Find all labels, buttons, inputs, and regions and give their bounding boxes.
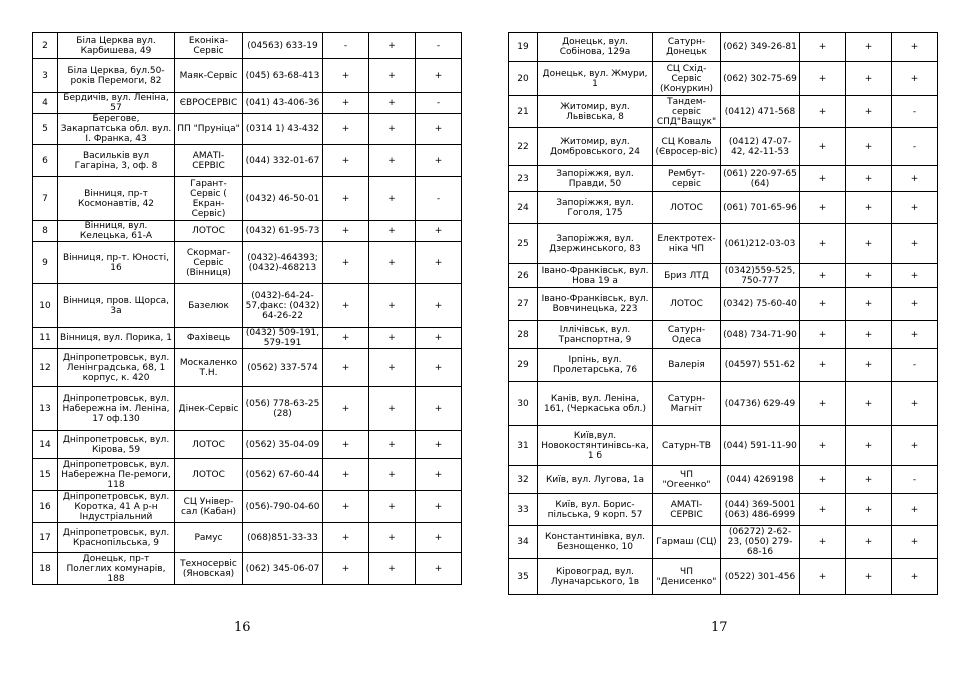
mark-2-cell: + (369, 242, 416, 284)
mark-3-cell: + (416, 328, 462, 349)
mark-3-cell: + (416, 59, 462, 93)
service-center-cell: Валерія (653, 349, 721, 382)
city-address-cell: Житомир, вул. Домбровського, 24 (538, 128, 653, 166)
phone-cell: (068)851-33-33 (243, 523, 323, 553)
city-address-cell: Біла Церква вул. Карбишева, 49 (58, 33, 175, 59)
row-number-cell: 19 (509, 33, 538, 62)
table-row (509, 349, 938, 382)
phone-cell: (0562) 337-574 (243, 349, 323, 387)
mark-1-cell: + (800, 288, 846, 321)
phone-cell: (044) 4269198 (721, 466, 800, 494)
table-row (33, 284, 462, 328)
service-center-cell: Рембут-сервіс (653, 166, 721, 192)
city-address-cell: Київ,вул. Новокостянтинівсь-ка, 1 б (538, 426, 653, 466)
service-center-cell: Сатурн-Магніт (653, 382, 721, 426)
table-row (33, 59, 462, 93)
row-number-cell: 26 (509, 264, 538, 288)
phone-cell: (061) 220-97-65 (64) (721, 166, 800, 192)
city-address-cell: Вінниця, вул. Порика, 1 (58, 328, 175, 349)
row-number-cell: 12 (33, 349, 58, 387)
mark-2-cell: + (846, 224, 892, 264)
city-address-cell: Васильків вул Гагаріна, 3, оф. 8 (58, 145, 175, 177)
city-address-cell: Іллічівськ, вул. Транспортна, 9 (538, 321, 653, 349)
mark-2-cell: + (846, 349, 892, 382)
table-row (509, 559, 938, 595)
mark-3-cell: + (892, 382, 938, 426)
mark-3-cell: + (416, 491, 462, 523)
phone-cell: (0562) 35-04-09 (243, 431, 323, 459)
city-address-cell: Вінниця, пр-т Космонавтів, 42 (58, 177, 175, 221)
table-row (33, 177, 462, 221)
table-row (509, 96, 938, 128)
service-center-cell: ЛОТОС (175, 221, 243, 242)
service-center-cell: Фахівець (175, 328, 243, 349)
row-number-cell: 23 (509, 166, 538, 192)
city-address-cell: Київ, вул. Борис-пільська, 9 корп. 57 (538, 494, 653, 526)
table-row (33, 221, 462, 242)
mark-1-cell: + (800, 128, 846, 166)
mark-3-cell: + (892, 264, 938, 288)
phone-cell: (048) 734-71-90 (721, 321, 800, 349)
service-center-cell: Рамус (175, 523, 243, 553)
mark-1-cell: + (323, 431, 369, 459)
mark-2-cell: + (846, 526, 892, 559)
city-address-cell: Вінниця, пр-т. Юності, 16 (58, 242, 175, 284)
mark-1-cell: + (323, 349, 369, 387)
table-row (509, 288, 938, 321)
row-number-cell: 11 (33, 328, 58, 349)
page-number-left: 16 (234, 620, 251, 635)
city-address-cell: Дніпропетровськ, вул. Набережна ім. Леніна, 17 оф.130 (58, 387, 175, 431)
city-address-cell: Запоріжжя, вул. Гоголя, 175 (538, 192, 653, 224)
mark-2-cell: + (369, 553, 416, 585)
service-center-cell: Електротех-ніка ЧП (653, 224, 721, 264)
phone-cell: (044) 369-5001 (063) 486-6999 (721, 494, 800, 526)
city-address-cell: Запоріжжя, вул. Дзержинського, 83 (538, 224, 653, 264)
mark-2-cell: + (846, 466, 892, 494)
service-center-cell: ПП "Пруніца" (175, 114, 243, 145)
phone-cell: (044) 591-11-90 (721, 426, 800, 466)
mark-1-cell: + (323, 59, 369, 93)
city-address-cell: Кіровоград, вул. Луначарського, 1в (538, 559, 653, 595)
mark-2-cell: + (369, 349, 416, 387)
phone-cell: (062) 302-75-69 (721, 62, 800, 96)
mark-2-cell: + (369, 177, 416, 221)
city-address-cell: Донецьк, вул. Собінова, 129а (538, 33, 653, 62)
row-number-cell: 2 (33, 33, 58, 59)
row-number-cell: 3 (33, 59, 58, 93)
mark-2-cell: + (846, 288, 892, 321)
row-number-cell: 31 (509, 426, 538, 466)
mark-1-cell: + (800, 224, 846, 264)
mark-1-cell: + (800, 494, 846, 526)
mark-1-cell: + (800, 321, 846, 349)
mark-1-cell: + (800, 559, 846, 595)
table-row (33, 33, 462, 59)
row-number-cell: 32 (509, 466, 538, 494)
mark-2-cell: + (846, 96, 892, 128)
mark-1-cell: + (800, 192, 846, 224)
mark-2-cell: + (846, 321, 892, 349)
mark-3-cell: + (892, 426, 938, 466)
mark-1-cell: + (323, 114, 369, 145)
phone-cell: (04597) 551-62 (721, 349, 800, 382)
service-center-cell: Еконіка-Сервіс (175, 33, 243, 59)
city-address-cell: Берегове, Закарпатська обл. вул. І. Франка, 43 (58, 114, 175, 145)
phone-cell: (0342)559-525, 750-777 (721, 264, 800, 288)
service-center-cell: Скормаг-Сервіс (Вінниця) (175, 242, 243, 284)
city-address-cell: Київ, вул. Лугова, 1а (538, 466, 653, 494)
row-number-cell: 25 (509, 224, 538, 264)
mark-3-cell: + (892, 192, 938, 224)
mark-2-cell: + (369, 114, 416, 145)
city-address-cell: Бердичів, вул. Леніна, 57 (58, 93, 175, 114)
mark-2-cell: + (369, 93, 416, 114)
table-row (33, 328, 462, 349)
service-center-cell: Москаленко Т.Н. (175, 349, 243, 387)
table-row (509, 494, 938, 526)
mark-1-cell: + (323, 459, 369, 491)
table-row (33, 349, 462, 387)
phone-cell: (0432) 46-50-01 (243, 177, 323, 221)
mark-1-cell: + (800, 264, 846, 288)
mark-1-cell: + (800, 426, 846, 466)
row-number-cell: 30 (509, 382, 538, 426)
phone-cell: (0342) 75-60-40 (721, 288, 800, 321)
row-number-cell: 33 (509, 494, 538, 526)
mark-2-cell: + (369, 459, 416, 491)
mark-1-cell: + (323, 553, 369, 585)
mark-1-cell: + (800, 466, 846, 494)
service-center-cell: ЧП "Огеенко" (653, 466, 721, 494)
service-center-cell: Сатурн-Донецьк (653, 33, 721, 62)
service-center-cell: АМАТІ-СЕРВІС (175, 145, 243, 177)
row-number-cell: 14 (33, 431, 58, 459)
service-center-cell: ЛОТОС (175, 431, 243, 459)
mark-3-cell: + (892, 526, 938, 559)
mark-1-cell: + (323, 387, 369, 431)
service-center-cell: Маяк-Сервіс (175, 59, 243, 93)
phone-cell: (0522) 301-456 (721, 559, 800, 595)
phone-cell: (0562) 67-60-44 (243, 459, 323, 491)
city-address-cell: Канів, вул. Леніна, 161, (Черкаська обл.) (538, 382, 653, 426)
service-center-cell: ЛОТОС (175, 459, 243, 491)
service-center-cell: СЦ Схід-Сервіс (Конуркин) (653, 62, 721, 96)
phone-cell: (056)-790-04-60 (243, 491, 323, 523)
mark-2-cell: + (369, 33, 416, 59)
phone-cell: (041) 43-406-36 (243, 93, 323, 114)
service-center-cell: СЦ Універ-сал (Кабан) (175, 491, 243, 523)
service-center-cell: Бриз ЛТД (653, 264, 721, 288)
mark-1-cell: + (323, 328, 369, 349)
service-centers-table-left (32, 32, 462, 585)
mark-2-cell: + (846, 166, 892, 192)
service-center-cell: АМАТІ-СЕРВІС (653, 494, 721, 526)
mark-1-cell: + (323, 284, 369, 328)
table-row (509, 382, 938, 426)
city-address-cell: Дніпропетровськ, вул. Набережна Пе-ремоги, 118 (58, 459, 175, 491)
phone-cell: (045) 63-68-413 (243, 59, 323, 93)
service-center-cell: СЦ Коваль (Євросер-віс) (653, 128, 721, 166)
mark-1-cell: + (800, 96, 846, 128)
row-number-cell: 5 (33, 114, 58, 145)
mark-3-cell: + (416, 459, 462, 491)
mark-3-cell: + (416, 387, 462, 431)
city-address-cell: Івано-Франківськ, вул. Вовчинецька, 223 (538, 288, 653, 321)
phone-cell: (04736) 629-49 (721, 382, 800, 426)
row-number-cell: 18 (33, 553, 58, 585)
table-row (509, 224, 938, 264)
mark-3-cell: + (416, 221, 462, 242)
row-number-cell: 8 (33, 221, 58, 242)
mark-3-cell: - (416, 177, 462, 221)
service-center-cell: ЛОТОС (653, 288, 721, 321)
mark-1-cell: + (800, 526, 846, 559)
table-row (33, 491, 462, 523)
mark-3-cell: - (892, 466, 938, 494)
mark-2-cell: + (846, 192, 892, 224)
mark-3-cell: + (416, 284, 462, 328)
table-row (509, 426, 938, 466)
table-row (33, 431, 462, 459)
row-number-cell: 17 (33, 523, 58, 553)
row-number-cell: 7 (33, 177, 58, 221)
mark-3-cell: + (892, 33, 938, 62)
table-row (33, 523, 462, 553)
mark-1-cell: + (800, 166, 846, 192)
phone-cell: (0432)-64-24-57,факс: (0432) 64-26-22 (243, 284, 323, 328)
row-number-cell: 16 (33, 491, 58, 523)
city-address-cell: Запоріжжя, вул. Правди, 50 (538, 166, 653, 192)
service-center-cell: Базелюк (175, 284, 243, 328)
page-16 (32, 32, 461, 585)
table-row (509, 128, 938, 166)
mark-1-cell: + (800, 382, 846, 426)
phone-cell: (0432) 509-191, 579-191 (243, 328, 323, 349)
city-address-cell: Івано-Франківськ, вул. Нова 19 а (538, 264, 653, 288)
mark-3-cell: - (416, 93, 462, 114)
row-number-cell: 4 (33, 93, 58, 114)
mark-2-cell: + (846, 426, 892, 466)
city-address-cell: Дніпропетровськ, вул. Краснопільська, 9 (58, 523, 175, 553)
row-number-cell: 20 (509, 62, 538, 96)
phone-cell: (0412) 47-07-42, 42-11-53 (721, 128, 800, 166)
mark-1-cell: + (323, 145, 369, 177)
mark-2-cell: + (846, 264, 892, 288)
phone-cell: (056) 778-63-25 (28) (243, 387, 323, 431)
table-row (33, 145, 462, 177)
mark-1-cell: + (323, 93, 369, 114)
mark-2-cell: + (369, 387, 416, 431)
phone-cell: (0432) 61-95-73 (243, 221, 323, 242)
mark-1-cell: + (323, 221, 369, 242)
row-number-cell: 21 (509, 96, 538, 128)
mark-2-cell: + (369, 59, 416, 93)
mark-1-cell: + (800, 349, 846, 382)
mark-3-cell: + (892, 559, 938, 595)
row-number-cell: 29 (509, 349, 538, 382)
mark-1-cell: + (323, 523, 369, 553)
mark-3-cell: - (416, 33, 462, 59)
table-row (33, 242, 462, 284)
service-center-cell: Гарант-Сервіс ( Екран-Сервіс) (175, 177, 243, 221)
city-address-cell: Дніпропетровськ, вул. Ленінградська, 68, 1 корпус, к. 420 (58, 349, 175, 387)
mark-1-cell: + (323, 242, 369, 284)
mark-3-cell: + (416, 431, 462, 459)
mark-3-cell: - (892, 349, 938, 382)
mark-2-cell: + (846, 382, 892, 426)
service-center-cell: Сатурн-Одеса (653, 321, 721, 349)
service-center-cell: Тандем-сервіс СПД"Ващук" (653, 96, 721, 128)
page-17 (508, 32, 937, 595)
table-row (509, 166, 938, 192)
mark-3-cell: + (416, 523, 462, 553)
row-number-cell: 9 (33, 242, 58, 284)
city-address-cell: Донецьк, пр-т Полеглих комунарів, 188 (58, 553, 175, 585)
row-number-cell: 10 (33, 284, 58, 328)
page-number-right: 17 (711, 620, 728, 635)
mark-2-cell: + (369, 145, 416, 177)
mark-1-cell: + (800, 62, 846, 96)
mark-1-cell: + (323, 177, 369, 221)
city-address-cell: Вінниця, вул. Келецька, 61-А (58, 221, 175, 242)
mark-3-cell: + (892, 62, 938, 96)
mark-3-cell: + (416, 349, 462, 387)
mark-3-cell: + (416, 114, 462, 145)
mark-2-cell: + (846, 128, 892, 166)
city-address-cell: Біла Церква, бул.50- років Перемоги, 82 (58, 59, 175, 93)
phone-cell: (044) 332-01-67 (243, 145, 323, 177)
mark-3-cell: - (892, 96, 938, 128)
mark-3-cell: + (892, 288, 938, 321)
mark-2-cell: + (846, 62, 892, 96)
mark-2-cell: + (369, 431, 416, 459)
mark-1-cell: + (800, 33, 846, 62)
service-center-cell: Гармаш (СЦ) (653, 526, 721, 559)
row-number-cell: 34 (509, 526, 538, 559)
phone-cell: (0432)-464393; (0432)-468213 (243, 242, 323, 284)
table-row (33, 114, 462, 145)
mark-2-cell: + (369, 523, 416, 553)
city-address-cell: Донецьк, вул. Жмури, 1 (538, 62, 653, 96)
mark-2-cell: + (369, 491, 416, 523)
service-center-cell: ЧП "Денисенко" (653, 559, 721, 595)
phone-cell: (0314 1) 43-432 (243, 114, 323, 145)
table-row (509, 62, 938, 96)
city-address-cell: Константинівка, вул. Безнощенко, 10 (538, 526, 653, 559)
row-number-cell: 15 (33, 459, 58, 491)
city-address-cell: Ірпінь, вул. Пролетарська, 76 (538, 349, 653, 382)
service-center-cell: Дінек-Сервіс (175, 387, 243, 431)
phone-cell: (06272) 2-62-23, (050) 279-68-16 (721, 526, 800, 559)
mark-2-cell: + (369, 221, 416, 242)
service-center-cell: ЄВРОСЕРВІС (175, 93, 243, 114)
mark-3-cell: + (416, 553, 462, 585)
phone-cell: (061)212-03-03 (721, 224, 800, 264)
phone-cell: (0412) 471-568 (721, 96, 800, 128)
table-row (509, 264, 938, 288)
mark-1-cell: + (323, 491, 369, 523)
row-number-cell: 27 (509, 288, 538, 321)
city-address-cell: Вінниця, пров. Щорса, 3а (58, 284, 175, 328)
service-center-cell: Сатурн-ТВ (653, 426, 721, 466)
service-center-cell: ЛОТОС (653, 192, 721, 224)
mark-1-cell: - (323, 33, 369, 59)
city-address-cell: Дніпропетровськ, вул. Кірова, 59 (58, 431, 175, 459)
mark-2-cell: + (846, 494, 892, 526)
mark-3-cell: + (416, 145, 462, 177)
table-row (33, 459, 462, 491)
service-center-cell: Техносервіс (Яновская) (175, 553, 243, 585)
row-number-cell: 24 (509, 192, 538, 224)
row-number-cell: 35 (509, 559, 538, 595)
row-number-cell: 13 (33, 387, 58, 431)
mark-3-cell: + (892, 494, 938, 526)
mark-3-cell: - (892, 128, 938, 166)
table-row (33, 387, 462, 431)
city-address-cell: Житомир, вул. Львівська, 8 (538, 96, 653, 128)
phone-cell: (061) 701-65-96 (721, 192, 800, 224)
table-row (509, 466, 938, 494)
table-row (33, 93, 462, 114)
mark-2-cell: + (369, 328, 416, 349)
table-row (509, 321, 938, 349)
mark-2-cell: + (846, 559, 892, 595)
mark-3-cell: + (892, 321, 938, 349)
row-number-cell: 22 (509, 128, 538, 166)
mark-3-cell: + (892, 224, 938, 264)
table-row (33, 553, 462, 585)
service-centers-table-right (508, 32, 938, 595)
mark-2-cell: + (846, 33, 892, 62)
mark-3-cell: + (892, 166, 938, 192)
city-address-cell: Дніпропетровськ, вул. Коротка, 41 А р-н Індустріальний (58, 491, 175, 523)
table-row (509, 192, 938, 224)
mark-3-cell: + (416, 242, 462, 284)
phone-cell: (062) 349-26-81 (721, 33, 800, 62)
phone-cell: (04563) 633-19 (243, 33, 323, 59)
table-row (509, 33, 938, 62)
row-number-cell: 6 (33, 145, 58, 177)
mark-2-cell: + (369, 284, 416, 328)
phone-cell: (062) 345-06-07 (243, 553, 323, 585)
table-row (509, 526, 938, 559)
row-number-cell: 28 (509, 321, 538, 349)
